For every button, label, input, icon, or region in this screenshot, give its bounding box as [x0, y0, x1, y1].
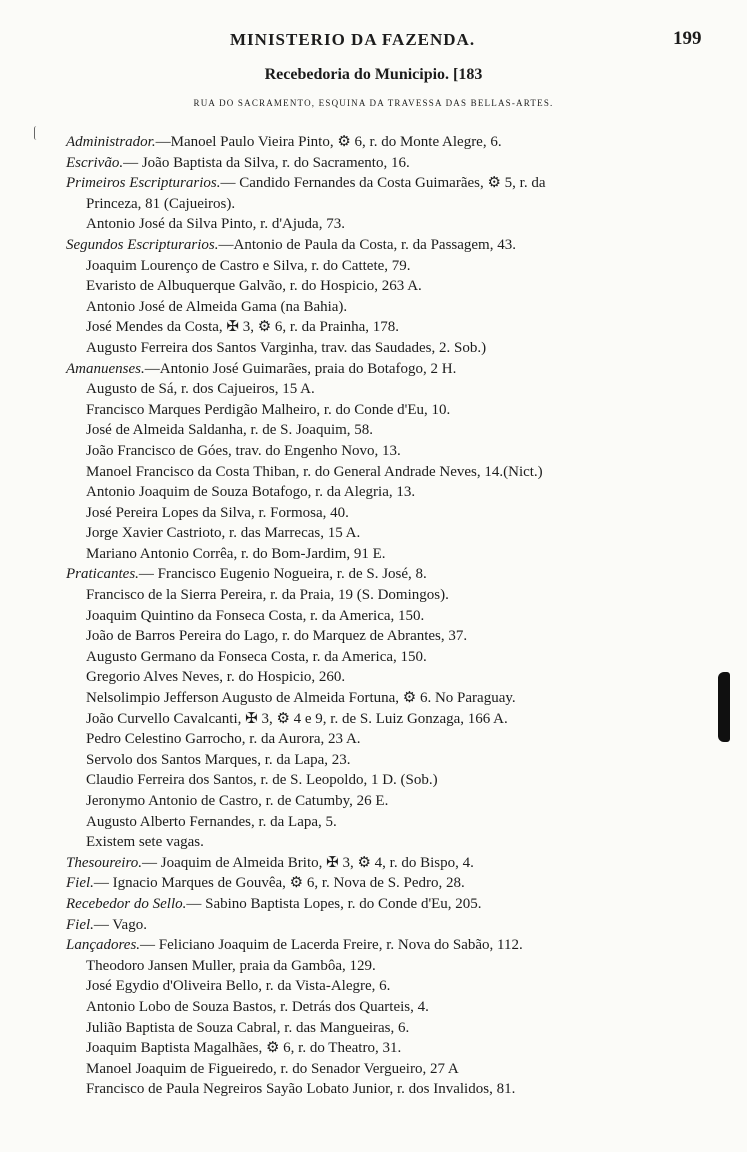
list-item [0, 853, 747, 874]
list-item [0, 997, 747, 1018]
list-item [0, 173, 747, 194]
entry-text: — Feliciano Joaquim de Lacerda Freire, r. Nova do Sabão, 112. [140, 937, 523, 954]
list-item [0, 770, 747, 791]
entry-text: Augusto de Sá, r. dos Cajueiros, 15 A. [86, 381, 315, 398]
entry-text: Francisco de Paula Negreiros Sayão Lobato Junior, r. dos Invalidos, 81. [86, 1081, 516, 1098]
entry-text: João Curvello Cavalcanti, ✠ 3, ⚙ 4 e 9, r. de S. Luiz Gonzaga, 166 A. [86, 710, 508, 727]
list-item [0, 523, 747, 544]
list-item [0, 194, 747, 215]
running-head [0, 30, 747, 54]
list-item [0, 317, 747, 338]
entry-text: — Candido Fernandes da Costa Guimarães, ⚙ 5, r. da [220, 175, 546, 192]
list-item [0, 482, 747, 503]
entry-role: Primeiros Escripturarios. [66, 175, 221, 192]
list-item [0, 564, 747, 585]
page-number: 199 [673, 28, 702, 49]
entry-text: Antonio Joaquim de Souza Botafogo, r. da Alegria, 13. [86, 484, 416, 501]
entry-text: Antonio Lobo de Souza Bastos, r. Detrás dos Quarteis, 4. [86, 998, 429, 1015]
running-title: MINISTERIO DA FAZENDA. [230, 30, 476, 49]
entry-text: Pedro Celestino Garrocho, r. da Aurora, 23 A. [86, 731, 361, 748]
entry-text: —Antonio de Paula da Costa, r. da Passagem, 43. [218, 236, 516, 253]
entry-text: João de Barros Pereira do Lago, r. do Marquez de Abrantes, 37. [86, 628, 468, 645]
list-item [0, 297, 747, 318]
entry-text: José Egydio d'Oliveira Bello, r. da Vista-Alegre, 6. [86, 978, 391, 995]
entry-text: —Antonio José Guimarães, praia do Botafogo, 2 H. [144, 360, 457, 377]
list-item [0, 420, 747, 441]
entry-role: Lançadores. [66, 937, 141, 954]
list-item [0, 132, 747, 153]
list-item [0, 626, 747, 647]
entry-text: Francisco Marques Perdigão Malheiro, r. do Conde d'Eu, 10. [86, 401, 451, 418]
entry-text: Mariano Antonio Corrêa, r. do Bom-Jardim, 91 E. [86, 545, 386, 562]
list-item [0, 235, 747, 256]
list-item [0, 359, 747, 380]
list-item [0, 873, 747, 894]
entry-role: Praticantes. [66, 566, 139, 583]
list-item [0, 976, 747, 997]
list-item [0, 544, 747, 565]
entry-text: — Joaquim de Almeida Brito, ✠ 3, ⚙ 4, r. do Bispo, 4. [141, 854, 474, 871]
list-item [0, 276, 747, 297]
entry-role: Fiel. [66, 916, 94, 933]
entry-text: Jorge Xavier Castrioto, r. das Marrecas, 15 A. [86, 525, 361, 542]
list-item [0, 647, 747, 668]
entry-text: Augusto Germano da Fonseca Costa, r. da America, 150. [86, 648, 427, 665]
address-line: RUA DO SACRAMENTO, ESQUINA DA TRAVESSA DAS BELLAS-ARTES. [193, 98, 554, 108]
entry-text: — Francisco Eugenio Nogueira, r. de S. José, 8. [138, 566, 427, 583]
list-item [0, 256, 747, 277]
entry-role: Amanuenses. [66, 360, 145, 377]
entry-text: José Mendes da Costa, ✠ 3, ⚙ 6, r. da Prainha, 178. [86, 319, 400, 336]
entry-text: Theodoro Jansen Muller, praia da Gambôa, 129. [86, 957, 376, 974]
entry-text: Augusto Ferreira dos Santos Varginha, trav. das Saudades, 2. Sob.) [86, 339, 487, 356]
entry-text: Augusto Alberto Fernandes, r. da Lapa, 5. [86, 813, 337, 830]
list-item [0, 153, 747, 174]
list-item [0, 503, 747, 524]
entry-text: — Vago. [93, 916, 147, 933]
entry-text: Joaquim Quintino da Fonseca Costa, r. da America, 150. [86, 607, 425, 624]
entry-text: Francisco de la Sierra Pereira, r. da Praia, 19 (S. Domingos). [86, 587, 449, 604]
entry-text: Manoel Joaquim de Figueiredo, r. do Senador Vergueiro, 27 A [86, 1060, 459, 1077]
entry-role: Recebedor do Sello. [66, 895, 187, 912]
list-item [0, 915, 747, 936]
entry-role: Fiel. [66, 875, 94, 892]
entry-text: Gregorio Alves Neves, r. do Hospicio, 260. [86, 669, 346, 686]
list-item [0, 462, 747, 483]
entry-text: José Pereira Lopes da Silva, r. Formosa, 40. [86, 504, 349, 521]
staff-list [0, 132, 747, 1100]
list-item [0, 1059, 747, 1080]
list-item [0, 585, 747, 606]
entry-text: Claudio Ferreira dos Santos, r. de S. Leopoldo, 1 D. (Sob.) [86, 772, 438, 789]
entry-text: Princeza, 81 (Cajueiros). [86, 195, 236, 212]
list-item [0, 379, 747, 400]
list-item [0, 1079, 747, 1100]
list-item [0, 441, 747, 462]
list-item [0, 729, 747, 750]
section-title: Recebedoria do Municipio. [183 [264, 66, 483, 83]
entry-role: Administrador. [66, 134, 156, 150]
list-item [0, 709, 747, 730]
entry-text: José de Almeida Saldanha, r. de S. Joaquim, 58. [86, 422, 374, 439]
entry-text: Julião Baptista de Souza Cabral, r. das Mangueiras, 6. [86, 1019, 410, 1036]
list-item [0, 606, 747, 627]
list-item [0, 812, 747, 833]
entry-text: Antonio José de Almeida Gama (na Bahia). [86, 298, 348, 315]
entry-text: João Francisco de Góes, trav. do Engenho Novo, 13. [86, 442, 401, 459]
entry-text: Servolo dos Santos Marques, r. da Lapa, 23. [86, 751, 351, 768]
list-item [0, 935, 747, 956]
entry-text: Antonio José da Silva Pinto, r. d'Ajuda, 73. [86, 216, 345, 233]
entry-text: Jeronymo Antonio de Castro, r. de Catumby, 26 E. [86, 793, 389, 809]
entry-role: Segundos Escripturarios. [66, 236, 219, 253]
entry-text: Evaristo de Albuquerque Galvão, r. do Hospicio, 263 A. [86, 278, 422, 295]
list-item [0, 1018, 747, 1039]
entry-text: — João Baptista da Silva, r. do Sacramento, 16. [123, 154, 410, 171]
list-item [0, 894, 747, 915]
list-item [0, 338, 747, 359]
list-item [0, 400, 747, 421]
entry-text: — Sabino Baptista Lopes, r. do Conde d'Eu, 205. [186, 895, 482, 912]
entry-text: Nelsolimpio Jefferson Augusto de Almeida Fortuna, ⚙ 6. No Paraguay. [86, 690, 516, 707]
list-item [0, 214, 747, 235]
entry-text: Joaquim Baptista Magalhães, ⚙ 6, r. do Theatro, 31. [86, 1040, 402, 1057]
edge-thumb-mark [718, 672, 730, 742]
list-item [0, 750, 747, 771]
list-item [0, 956, 747, 977]
list-item [0, 667, 747, 688]
entry-text: Existem sete vagas. [86, 834, 204, 851]
list-item [0, 688, 747, 709]
entry-role: Thesoureiro. [66, 854, 142, 871]
entry-role: Escrivão. [66, 154, 124, 171]
entry-text: Joaquim Lourenço de Castro e Silva, r. do Cattete, 79. [86, 257, 411, 274]
entry-text: — Ignacio Marques de Gouvêa, ⚙ 6, r. Nova de S. Pedro, 28. [93, 875, 465, 892]
entry-text: Manoel Francisco da Costa Thiban, r. do General Andrade Neves, 14.(Nict.) [86, 463, 543, 480]
list-item [0, 832, 747, 853]
entry-text: —Manoel Paulo Vieira Pinto, ⚙ 6, r. do Monte Alegre, 6. [155, 134, 502, 150]
list-item [0, 1038, 747, 1059]
list-item [0, 791, 747, 812]
